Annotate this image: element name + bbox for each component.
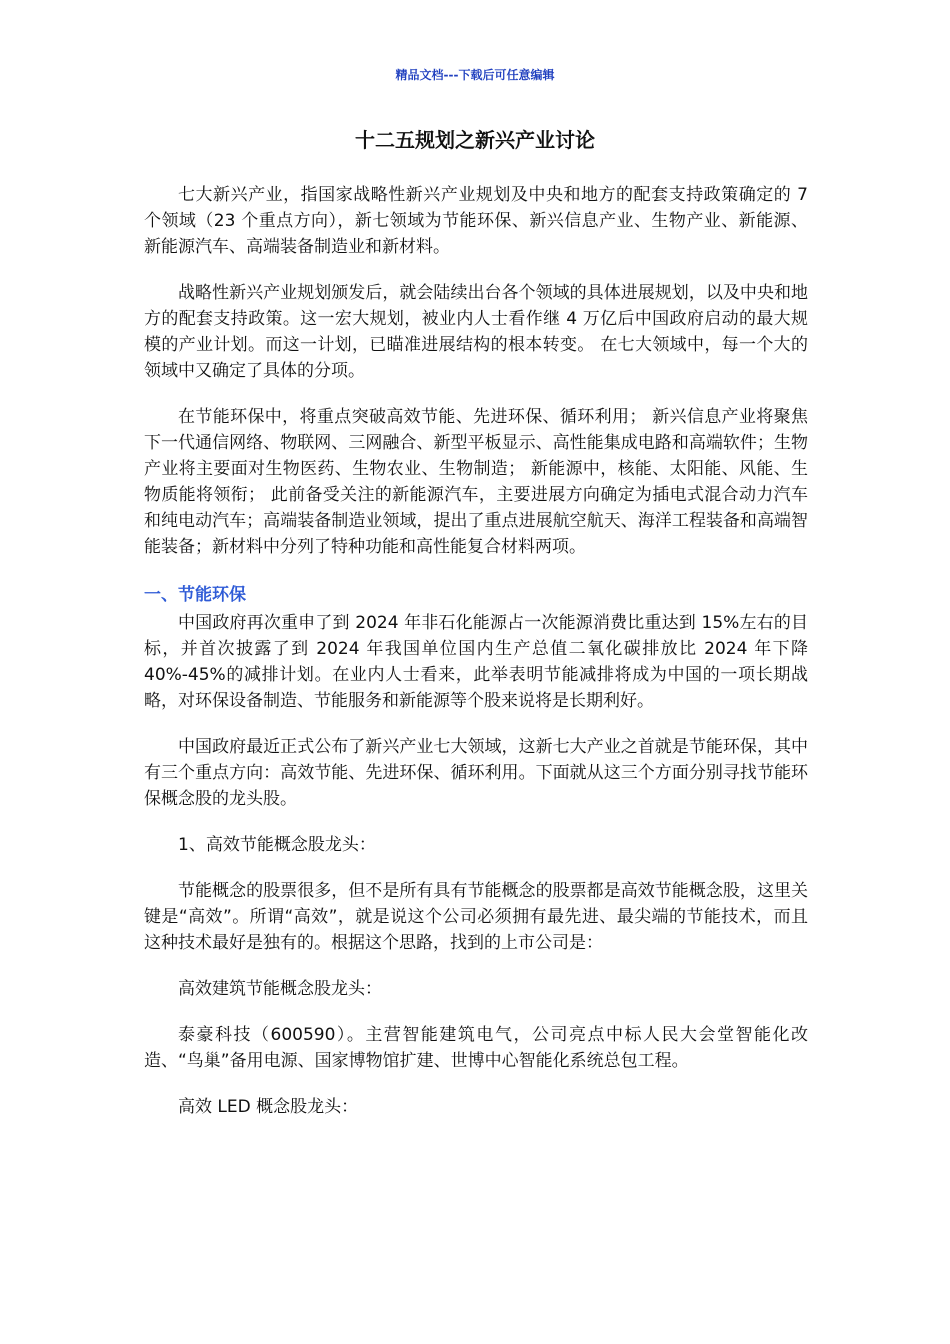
section-paragraph-1: 中国政府再次重申了到 2024 年非石化能源占一次能源消费比重达到 15%左右的目标，并首次披露了到 2024 年我国单位国内生产总值二氧化碳排放比 2024 年下降 40%-45%的减排计划。在业内人士看来，此举表明节能减排将成为中国的一项长期战略，对环保设备制造、节能服务和新能源等个股来说将是长期利好。 [144, 613, 808, 711]
section-paragraph-2: 中国政府最近正式公布了新兴产业七大领域，这新七大产业之首就是节能环保，其中有三个重点方向：高效节能、先进环保、循环利用。下面就从这三个方面分别寻找节能环保概念股的龙头股。 [144, 737, 808, 809]
section-heading-energy-saving: 一、节能环保 [144, 585, 246, 605]
subheading-building-energy: 高效建筑节能概念股龙头： [178, 979, 382, 999]
section-paragraph-3: 节能概念的股票很多，但不是所有具有节能概念的股票都是高效节能概念股，这里关键是“高效”。所谓“高效”，就是说这个公司必须拥有最先进、最尖端的节能技术，而且这种技术最好是独有的。根据这个思路，找到的上市公司是： [144, 881, 808, 953]
document-body [144, 182, 808, 1120]
subheading-efficient-energy: 1、高效节能概念股龙头： [178, 835, 376, 855]
intro-paragraph-2: 战略性新兴产业规划颁发后，就会陆续出台各个领域的具体进展规划，以及中央和地方的配套支持政策。这一宏大规划，被业内人士看作继 4 万亿后中国政府启动的最大规模的产业计划。而这一计划，已瞄准进展结构的根本转变。 在七大领域中，每一个大的领域中又确定了具体的分项。 [144, 283, 808, 381]
intro-paragraph-3: 在节能环保中，将重点突破高效节能、先进环保、循环利用； 新兴信息产业将聚焦下一代通信网络、物联网、三网融合、新型平板显示、高性能集成电路和高端软件；生物产业将主要面对生物医药、生物农业、生物制造； 新能源中，核能、太阳能、风能、生物质能将领衔； 此前备受关注的新能源汽车，主要进展方向确定为插电式混合动力汽车和纯电动汽车；高端装备制造业领域，提出了重点进展航空航天、海洋工程装备和高端智能装备；新材料中分列了特种功能和高性能复合材料两项。 [144, 407, 808, 557]
page-header: 精品文档---下载后可任意编辑 [395, 68, 555, 82]
section-paragraph-4: 泰豪科技（600590）。主营智能建筑电气，公司亮点中标人民大会堂智能化改造、“鸟巢”备用电源、国家博物馆扩建、世博中心智能化系统总包工程。 [144, 1025, 808, 1071]
subheading-led: 高效 LED 概念股龙头： [178, 1097, 359, 1117]
intro-paragraph-1: 七大新兴产业，指国家战略性新兴产业规划及中央和地方的配套支持政策确定的 7 个领域（23 个重点方向），新七领域为节能环保、新兴信息产业、生物产业、新能源、新能源汽车、高端装备制造业和新材料。 [144, 185, 808, 257]
document-title: 十二五规划之新兴产业讨论 [355, 128, 595, 152]
